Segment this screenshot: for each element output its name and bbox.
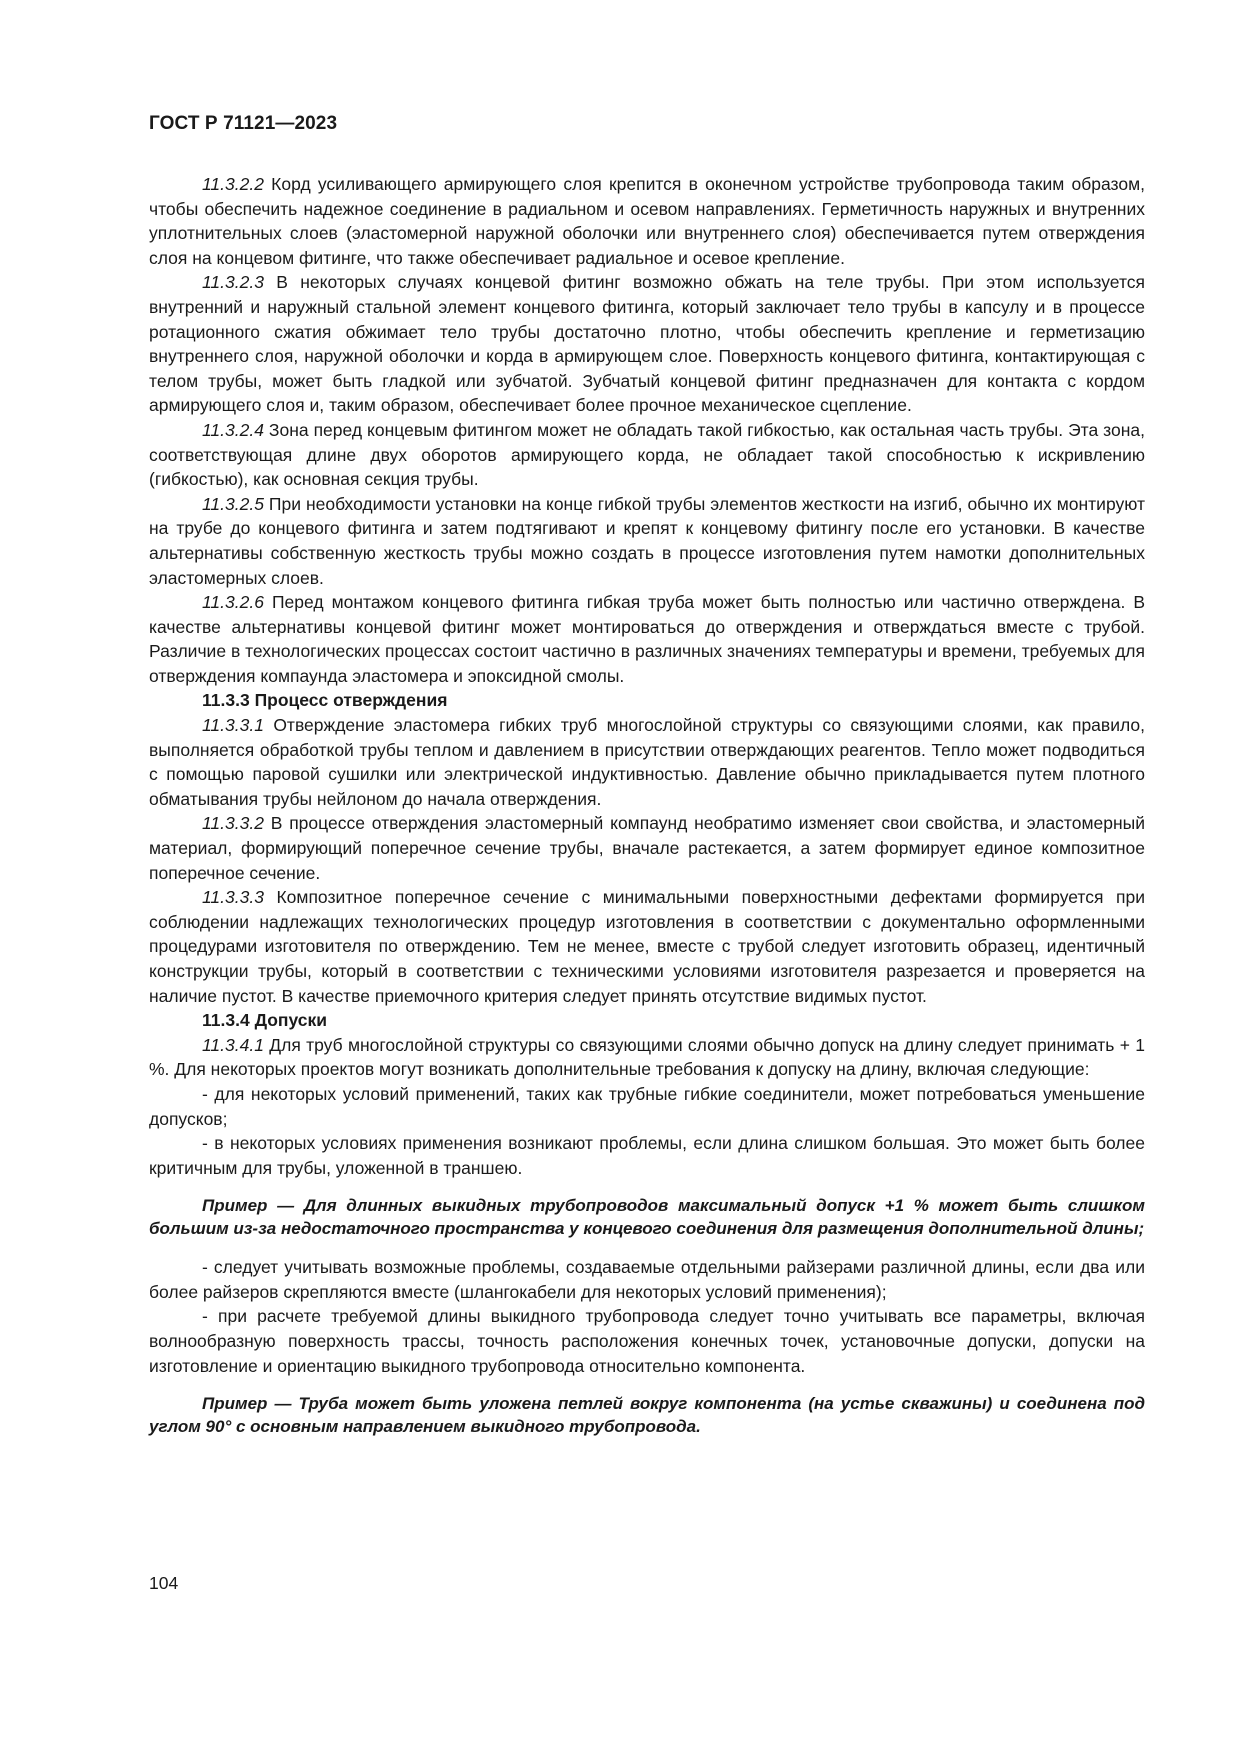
paragraph (149, 172, 1145, 270)
paragraph (149, 1304, 1145, 1378)
clause-number: 11.3.2.4 (202, 419, 264, 440)
paragraph (149, 1082, 1145, 1131)
clause-number: 11.3.3.3 (202, 887, 264, 908)
paragraph (149, 1131, 1145, 1180)
clause-number: 11.3.3.1 (202, 715, 264, 736)
page-number: 104 (149, 1573, 179, 1593)
clause-text: Допуски (249, 1010, 328, 1031)
clause-text: - следует учитывать возможные проблемы, создаваемые отдельными райзерами различной длины, если два или более райзеров скрепляются вместе (шлангокабели для некоторых условий применения); (149, 1257, 1145, 1302)
clause-number: 11.3.2.6 (202, 592, 264, 613)
paragraph (149, 713, 1145, 811)
paragraph (149, 270, 1145, 418)
clause-number: 11.3.3 (202, 690, 250, 711)
paragraph (149, 885, 1145, 1008)
clause-text: При необходимости установки на конце гибкой трубы элементов жесткости на изгиб, обычно их монтируют на трубе до концевого фитинга и затем подтягивают и крепят к концевому фитингу после его установки. В качестве альтернативы собственную жесткость трубы можно создать в процессе изготовления путем намотки дополнительных эластомерных слоев. (149, 493, 1145, 588)
section-heading (149, 688, 1145, 713)
clause-text: - при расчете требуемой длины выкидного трубопровода следует точно учитывать все параметры, включая волнообразную поверхность трассы, точность расположения конечных точек, установочные допуски, допуски на изготовление и ориентацию выкидного трубопровода относительно компонента. (149, 1306, 1145, 1376)
clause-text: Корд усиливающего армирующего слоя крепится в оконечном устройстве трубопровода таким образом, чтобы обеспечить надежное соединение в радиальном и осевом направлениях. Герметичность наружных и внутренних уплотнительных слоев (эластомерной наружной оболочки или внутреннего слоя) обеспечивается путем отверждения слоя на концевом фитинге, что также обеспечивает радиальное и осевое крепление. (149, 174, 1145, 268)
section-heading (149, 1008, 1145, 1033)
clause-number: 11.3.4.1 (202, 1034, 264, 1055)
clause-text: Композитное поперечное сечение с минимальными поверхностными дефектами формируется при соблюдении надлежащих технологических процедур изготовления в соответствии с документально оформленными процедурами изготовителя по отверждению. Тем не менее, вместе с трубой следует изготовить образец, идентичный конструкции трубы, который в соответствии с техническими условиями изготовителя разрезается и проверяется на наличие пустот. В качестве приемочного критерия следует принять отсутствие видимых пустот. (149, 887, 1145, 1006)
document-body (149, 172, 1145, 1438)
clause-text: Зона перед концевым фитингом может не обладать такой гибкостью, как остальная часть трубы. Эта зона, соответствующая длине двух оборотов армирующего корда, не обладает такой способностью к искривлению (гибкостью), как основная секция трубы. (149, 419, 1145, 490)
paragraph (149, 590, 1145, 688)
clause-text: Пример — Труба может быть уложена петлей вокруг компонента (на устье скважины) и соединена под углом 90° с основным направлением выкидного трубопровода. (149, 1394, 1145, 1436)
clause-number: 11.3.2.2 (202, 174, 264, 194)
clause-text: Пример — Для длинных выкидных трубопроводов максимальный допуск +1 % может быть слишком большим из-за недостаточного пространства у концевого соединения для размещения дополнительной длины; (149, 1196, 1145, 1238)
example-note (149, 1393, 1145, 1438)
example-note (149, 1195, 1145, 1240)
paragraph (149, 811, 1145, 885)
clause-number: 11.3.3.2 (202, 813, 264, 834)
paragraph (149, 418, 1145, 492)
clause-text: В процессе отверждения эластомерный компаунд необратимо изменяет свои свойства, и эластомерный материал, формирующий поперечное сечение трубы, вначале растекается, а затем формирует единое композитное поперечное сечение. (149, 813, 1145, 883)
paragraph (149, 1033, 1145, 1082)
paragraph (149, 1255, 1145, 1304)
clause-text: Перед монтажом концевого фитинга гибкая труба может быть полностью или частично отверждена. В качестве альтернативы концевой фитинг может монтироваться до отверждения и отверждаться вместе с трубой. Различие в технологических процессах состоит частично в различных значениях температуры и времени, требуемых для отверждения компаунда эластомера и эпоксидной смолы. (149, 592, 1145, 686)
clause-number: 11.3.4 (202, 1010, 250, 1031)
clause-text: Для труб многослойной структуры со связующими слоями обычно допуск на длину следует принимать + 1 %. Для некоторых проектов могут возникать дополнительные требования к допуску на длину, включая следующие: (149, 1034, 1145, 1080)
clause-text: - для некоторых условий применений, таких как трубные гибкие соединители, может потребоваться уменьшение допусков; (149, 1083, 1145, 1129)
clause-number: 11.3.2.3 (202, 272, 264, 293)
clause-number: 11.3.2.5 (202, 493, 264, 514)
document-header: ГОСТ Р 71121—2023 (149, 113, 338, 134)
clause-text: В некоторых случаях концевой фитинг возможно обжать на теле трубы. При этом используется внутренний и наружный стальной элемент концевого фитинга, который заключает тело трубы в капсулу и в процессе ротационного сжатия обжимает тело трубы достаточно плотно, чтобы обеспечить крепление и герметизацию внутреннего слоя, наружной оболочки и корда в армирующем слое. Поверхность концевого фитинга, контактирующая с телом трубы, может быть гладкой или зубчатой. Зубчатый концевой фитинг предназначен для контакта с кордом армирующего слоя и, таким образом, обеспечивает более прочное механическое сцепление. (149, 272, 1145, 416)
clause-text: Отверждение эластомера гибких труб многослойной структуры со связующими слоями, как правило, выполняется обработкой трубы теплом и давлением в присутствии отверждающих реагентов. Тепло может подводиться с помощью паровой сушилки или электрической индуктивностью. Давление обычно прикладывается путем плотного обматывания трубы нейлоном до начала отверждения. (149, 715, 1145, 809)
clause-text: - в некоторых условиях применения возникают проблемы, если длина слишком большая. Это может быть более критичным для трубы, уложенной в траншею. (149, 1133, 1145, 1178)
clause-text: Процесс отверждения (249, 690, 448, 711)
paragraph (149, 492, 1145, 590)
